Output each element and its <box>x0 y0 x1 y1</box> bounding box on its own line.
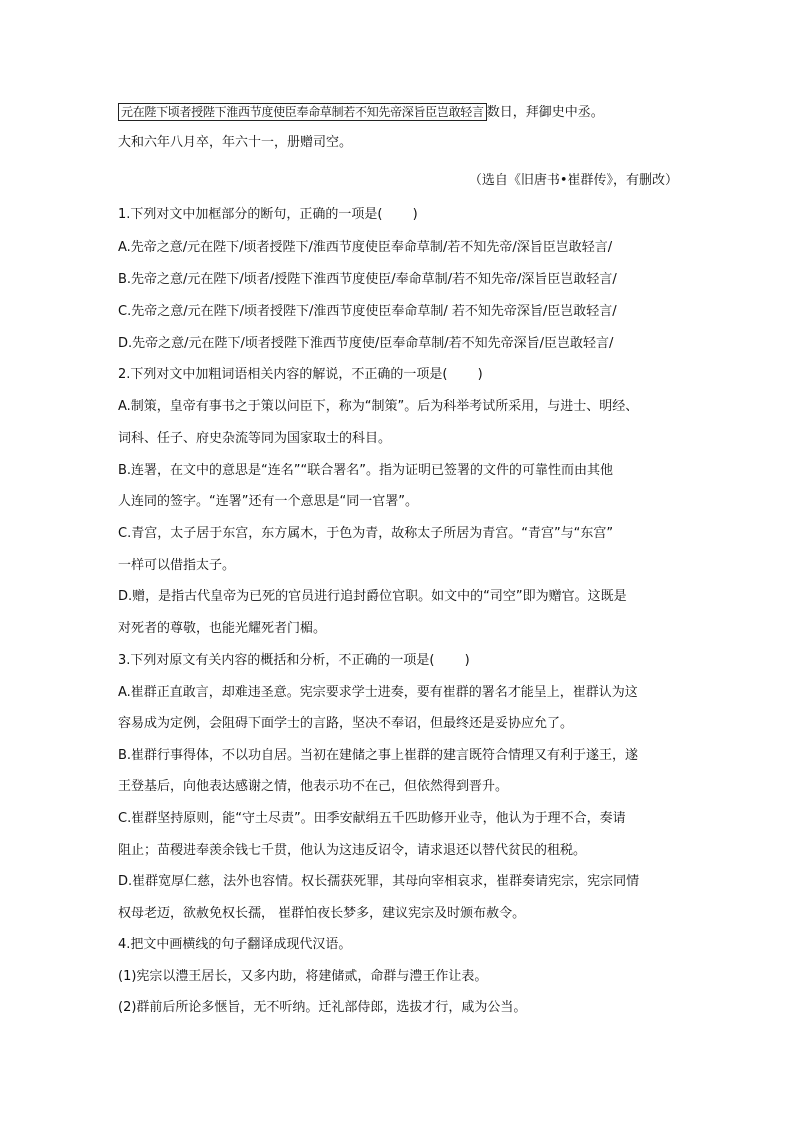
boxed-passage: 元在陛下顷者授陛下淮西节度使臣奉命草制若不知先帝深旨臣岂敢轻言 <box>118 103 487 121</box>
source-citation: （选自《旧唐书•崔群传》，有删改） <box>468 173 678 188</box>
question-3-option-a-1: A.崔群正直敢言，却难违圣意。宪宗要求学士进奏，要有崔群的署名才能呈上，崔群认为这 <box>118 685 638 700</box>
question-4-item-1: (1)宪宗以澧王居长，又多内助，将建储贰，命群与澧王作让表。 <box>118 969 488 984</box>
question-3-option-d-1: D.崔群宽厚仁慈，法外也容情。权长孺获死罪，其母向宰相哀求，崔群奏请宪宗，宪宗同情 <box>118 874 640 889</box>
question-2-option-c-2: 一样可以借指太子。 <box>118 558 236 573</box>
passage-line-2: 大和六年八月卒，年六十一，册赠司空。 <box>118 135 353 150</box>
passage-line-1 <box>118 103 604 122</box>
question-3-option-b-2: 王登基后，向他表达感谢之情，他表示功不在己，但依然得到晋升。 <box>118 779 509 794</box>
question-2-stem: 2.下列对文中加粗词语相关内容的解说，不正确的一项是( ) <box>118 367 483 382</box>
question-2-option-c-1: C.青宫，太子居于东宫，东方属木，于色为青，故称太子所居为青宫。“青宫”与“东宫” <box>118 526 614 541</box>
question-2-option-d-2: 对死者的尊敬，也能光耀死者门楣。 <box>118 621 327 636</box>
question-3-option-c-2: 阻止；苗稷进奉羡余钱七千贯，他认为这违反诏令，请求退还以替代贫民的租税。 <box>118 843 587 858</box>
question-4-stem: 4.把文中画横线的句子翻译成现代汉语。 <box>118 937 352 952</box>
question-4-item-2: (2)群前后所论多惬旨，无不听纳。迁礼部侍郎，选拔才行，咸为公当。 <box>118 1000 527 1015</box>
question-1-option-b: B.先帝之意/元在陛下/顷者/授陛下淮西节度使臣/奉命草制/若不知先帝/深旨臣岂敢轻言/ <box>118 272 617 287</box>
question-1-stem: 1.下列对文中加框部分的断句，正确的一项是( ) <box>118 207 418 222</box>
question-1-option-d: D.先帝之意/元在陛下/顷者授陛下淮西节度使/臣奉命草制/若不知先帝深旨/臣岂敢轻言/ <box>118 336 614 351</box>
passage-line-1-tail: 数日，拜御史中丞。 <box>486 105 604 120</box>
question-3-option-d-2: 权母老迈，欲赦免权长孺， 崔群怕夜长梦多，建议宪宗及时颁布赦令。 <box>118 906 526 921</box>
question-1-option-a: A.先帝之意/元在陛下/顷者授陛下/淮西节度使臣奉命草制/若不知先帝/深旨臣岂敢轻言/ <box>118 240 613 255</box>
question-3-stem: 3.下列对原文有关内容的概括和分析，不正确的一项是( ) <box>118 653 470 668</box>
question-2-option-a-2: 词科、任子、府史杂流等同为国家取士的科目。 <box>118 431 392 446</box>
question-1-option-c: C.先帝之意/元在陛下/顷者授陛下/淮西节度使臣奉命草制/ 若不知先帝深旨/臣岂敢轻言/ <box>118 304 617 319</box>
question-2-option-d-1: D.赠，是指古代皇帝为已死的官员进行追封爵位官职。如文中的“司空”即为赠官。这既是 <box>118 589 627 604</box>
question-3-option-a-2: 容易成为定例，会阻碍下面学士的言路，坚决不奉诏，但最终还是妥协应允了。 <box>118 716 574 731</box>
question-3-option-b-1: B.崔群行事得体，不以功自居。当初在建储之事上崔群的建言既符合情理又有利于遂王，遂 <box>118 748 639 763</box>
question-2-option-b-1: B.连署，在文中的意思是“连名”“联合署名”。指为证明已签署的文件的可靠性而由其他 <box>118 463 613 478</box>
question-2-option-a-1: A.制策，皇帝有事书之于策以问臣下，称为“制策”。后为科举考试所采用，与进士、明经、 <box>118 399 639 414</box>
question-3-option-c-1: C.崔群坚持原则，能“守土尽责”。田季安献绢五千匹助修开业寺，他认为于理不合，奏请 <box>118 811 626 826</box>
question-2-option-b-2: 人连同的签字。“连署”还有一个意思是“同一官署”。 <box>118 494 418 509</box>
